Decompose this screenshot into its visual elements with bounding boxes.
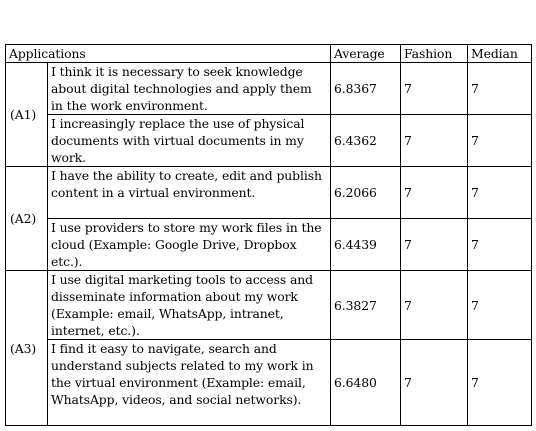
table-row xyxy=(6,115,532,167)
table-row xyxy=(6,271,532,340)
average-cell: 6.3827 xyxy=(331,271,401,340)
average-cell: 6.4362 xyxy=(331,115,401,167)
median-cell: 7 xyxy=(468,115,532,167)
table-row xyxy=(6,167,532,219)
median-cell: 7 xyxy=(468,63,532,115)
fashion-cell: 7 xyxy=(401,219,468,271)
median-cell: 7 xyxy=(468,219,532,271)
statistics-table xyxy=(5,44,532,426)
statement-cell: I increasingly replace the use of physical documents with virtual documents in my work. xyxy=(48,115,331,167)
statement-cell: I use providers to store my work files in the cloud (Example: Google Drive, Dropbox etc.). xyxy=(48,219,331,271)
average-cell: 6.6480 xyxy=(331,340,401,426)
table-header-row xyxy=(6,45,532,63)
median-cell: 7 xyxy=(468,340,532,426)
average-cell: 6.8367 xyxy=(331,63,401,115)
group-label-a3: (A3) xyxy=(6,271,48,426)
header-fashion: Fashion xyxy=(401,45,468,63)
table-row xyxy=(6,219,532,271)
group-label-a1: (A1) xyxy=(6,63,48,167)
average-cell: 6.4439 xyxy=(331,219,401,271)
header-median: Median xyxy=(468,45,532,63)
table-row xyxy=(6,63,532,115)
fashion-cell: 7 xyxy=(401,63,468,115)
header-applications: Applications xyxy=(6,45,331,63)
average-cell: 6.2066 xyxy=(331,167,401,219)
median-cell: 7 xyxy=(468,167,532,219)
statement-cell: I think it is necessary to seek knowledge about digital technologies and apply them in the work environment. xyxy=(48,63,331,115)
statement-cell: I find it easy to navigate, search and understand subjects related to my work in the virtual environment (Example: email, WhatsApp, videos, and social networks). xyxy=(48,340,331,426)
statement-cell: I use digital marketing tools to access and disseminate information about my work (Example: email, WhatsApp, intranet, internet, etc.). xyxy=(48,271,331,340)
fashion-cell: 7 xyxy=(401,340,468,426)
median-cell: 7 xyxy=(468,271,532,340)
fashion-cell: 7 xyxy=(401,167,468,219)
fashion-cell: 7 xyxy=(401,271,468,340)
table-row xyxy=(6,340,532,426)
header-average: Average xyxy=(331,45,401,63)
group-label-a2: (A2) xyxy=(6,167,48,271)
statement-cell: I have the ability to create, edit and publish content in a virtual environment. xyxy=(48,167,331,219)
fashion-cell: 7 xyxy=(401,115,468,167)
